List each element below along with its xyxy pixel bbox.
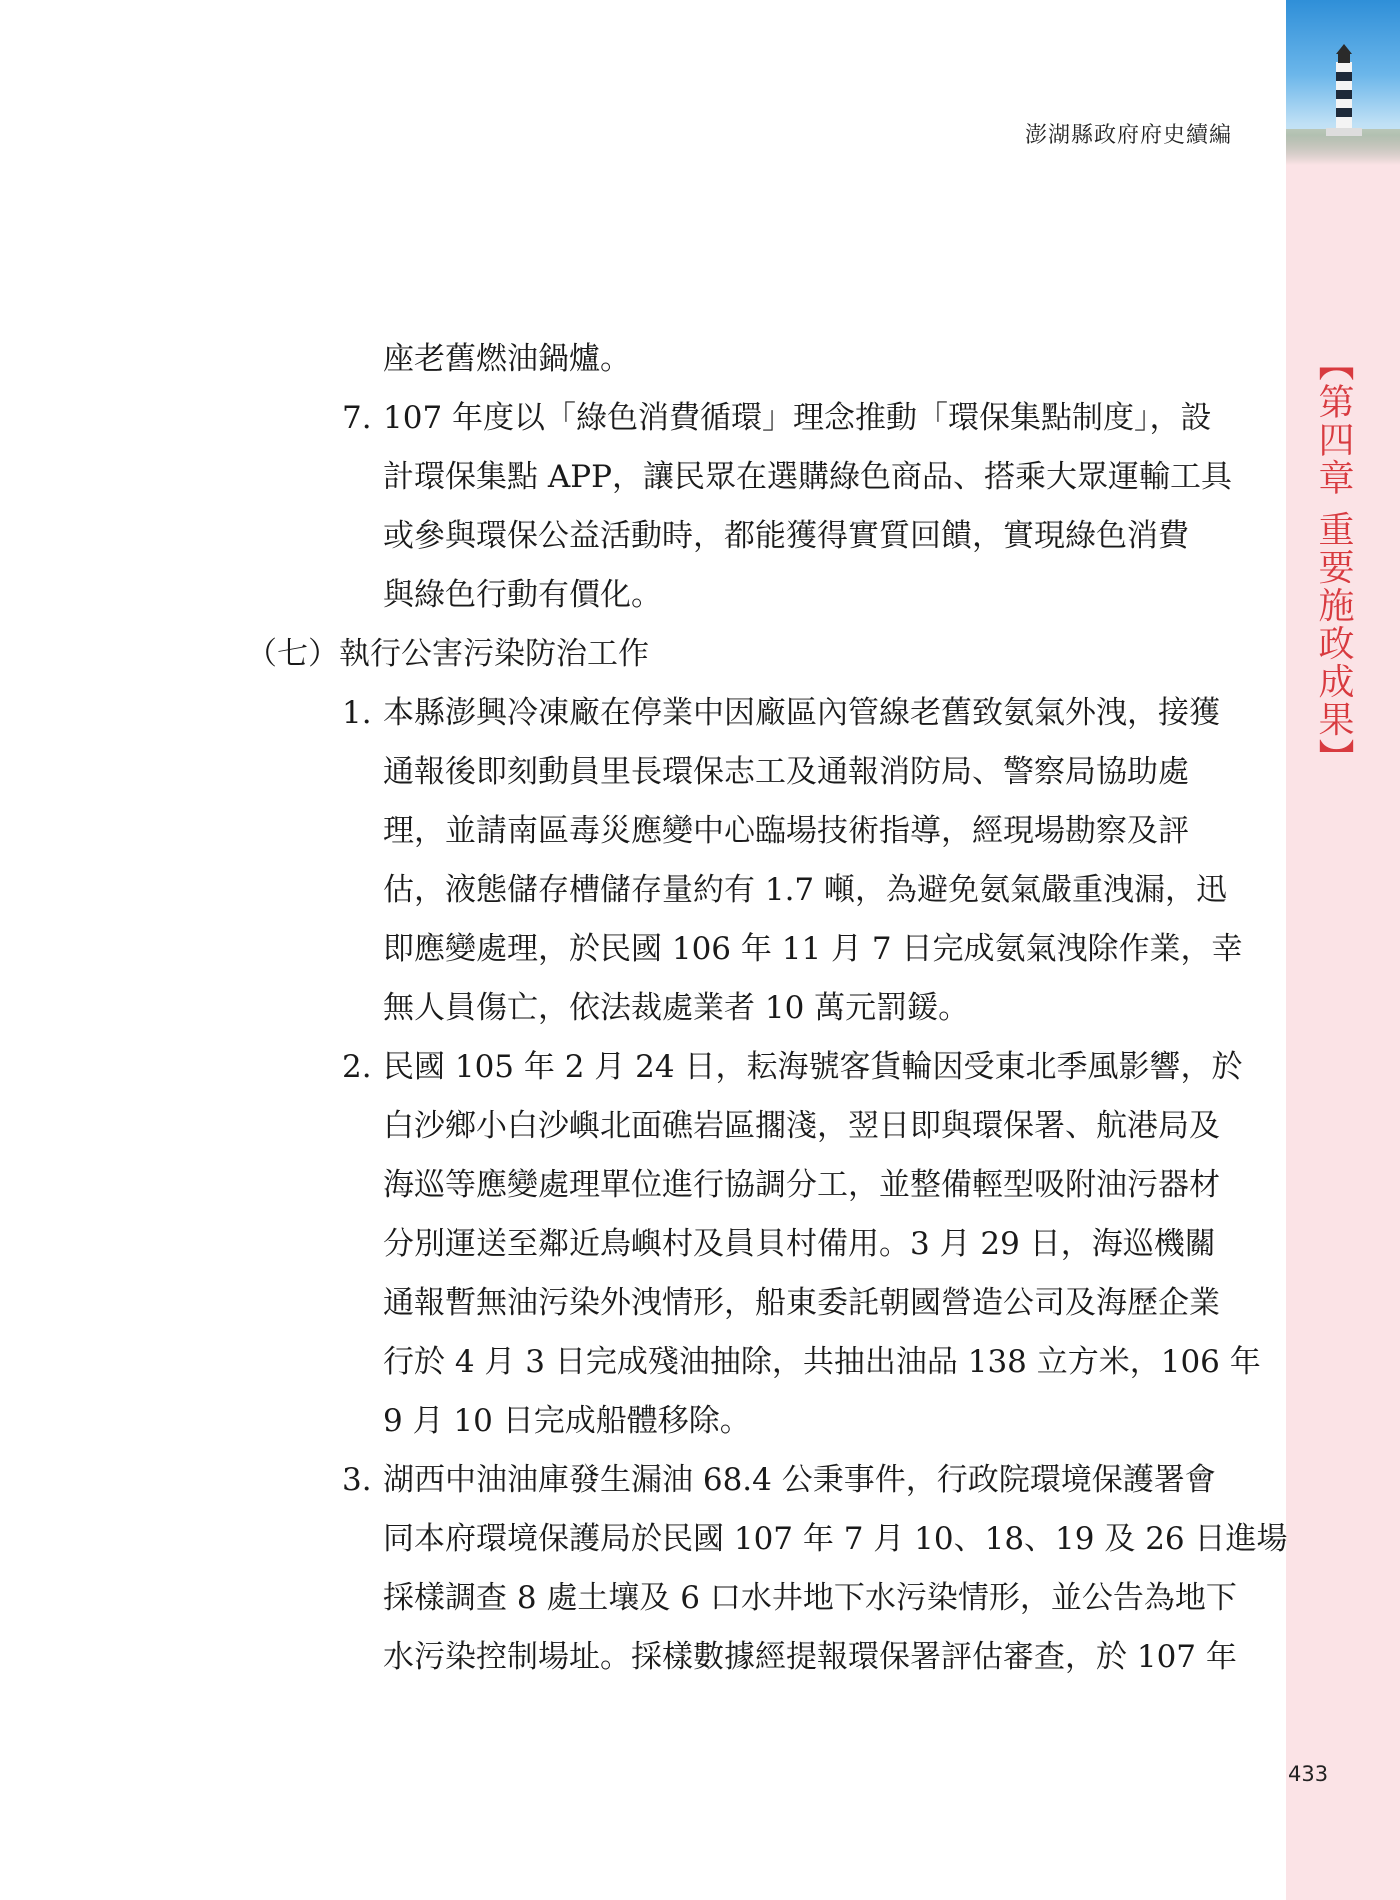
text-line: 海巡等應變處理單位進行協調分工，並整備輕型吸附油污器材 xyxy=(383,1167,1220,1203)
item-text: 湖西中油油庫發生漏油 68.4 公秉事件，行政院環境保護署會 xyxy=(383,1462,1216,1498)
chapter-side-band xyxy=(1286,0,1400,1900)
item-number: 1. xyxy=(342,695,372,731)
item-text: 民國 105 年 2 月 24 日，耘海號客貨輪因受東北季風影響，於 xyxy=(383,1049,1243,1085)
text-line xyxy=(0,389,1286,448)
text-line: 即應變處理，於民國 106 年 11 月 7 日完成氨氣洩除作業，幸 xyxy=(383,931,1243,967)
text-line: 9 月 10 日完成船體移除。 xyxy=(383,1403,751,1439)
text-line: 通報後即刻動員里長環保志工及通報消防局、警察局協助處 xyxy=(383,754,1189,790)
body-text xyxy=(0,330,1286,1687)
text-line: 估，液態儲存槽儲存量約有 1.7 噸，為避免氨氣嚴重洩漏，迅 xyxy=(383,872,1228,908)
list-item-1 xyxy=(0,684,1286,1038)
text-line: 座老舊燃油鍋爐。 xyxy=(383,341,631,377)
continuation-paragraph xyxy=(0,330,1286,389)
text-line: 分別運送至鄰近鳥嶼村及員貝村備用。3 月 29 日，海巡機關 xyxy=(383,1226,1216,1262)
item-text: 本縣澎興冷凍廠在停業中因廠區內管線老舊致氨氣外洩，接獲 xyxy=(383,695,1220,731)
running-header: 澎湖縣政府府史續編 xyxy=(1024,123,1232,148)
text-line xyxy=(0,684,1286,743)
page-number: 433 xyxy=(1288,1762,1329,1786)
list-item-2 xyxy=(0,1038,1286,1451)
item-number: 2. xyxy=(342,1049,372,1085)
text-line: 理，並請南區毒災應變中心臨場技術指導，經現場勘察及評 xyxy=(383,813,1189,849)
text-line: 採樣調查 8 處土壤及 6 口水井地下水污染情形，並公告為地下 xyxy=(383,1580,1237,1616)
text-line: 通報暫無油污染外洩情形，船東委託朝國營造公司及海歷企業 xyxy=(383,1285,1220,1321)
text-line: 行於 4 月 3 日完成殘油抽除，共抽出油品 138 立方米，106 年 xyxy=(383,1344,1261,1380)
text-line xyxy=(0,1451,1286,1510)
list-item-3 xyxy=(0,1451,1286,1687)
chapter-title-vertical: 【第四章 重要施政成果】 xyxy=(1313,345,1354,777)
item-number: 3. xyxy=(342,1462,372,1498)
list-item-7 xyxy=(0,389,1286,625)
section-heading-text: （七）執行公害污染防治工作 xyxy=(246,636,649,672)
text-line: 無人員傷亡，依法裁處業者 10 萬元罰鍰。 xyxy=(383,990,970,1026)
text-line: 計環保集點 APP，讓民眾在選購綠色商品、搭乘大眾運輸工具 xyxy=(383,459,1232,495)
text-line: 白沙鄉小白沙嶼北面礁岩區擱淺，翌日即與環保署、航港局及 xyxy=(383,1108,1220,1144)
banner-fade xyxy=(1286,135,1400,165)
text-line xyxy=(0,1038,1286,1097)
item-text: 107 年度以「綠色消費循環」理念推動「環保集點制度」，設 xyxy=(383,400,1212,436)
section-heading xyxy=(0,625,1286,684)
lighthouse-banner xyxy=(1286,0,1400,165)
text-line: 或參與環保公益活動時，都能獲得實質回饋，實現綠色消費 xyxy=(383,518,1189,554)
text-line: 同本府環境保護局於民國 107 年 7 月 10、18、19 及 26 日進場 xyxy=(383,1521,1288,1557)
item-number: 7. xyxy=(342,400,372,436)
text-line: 與綠色行動有價化。 xyxy=(383,577,662,613)
text-line: 水污染控制場址。採樣數據經提報環保署評估審查，於 107 年 xyxy=(383,1639,1237,1675)
